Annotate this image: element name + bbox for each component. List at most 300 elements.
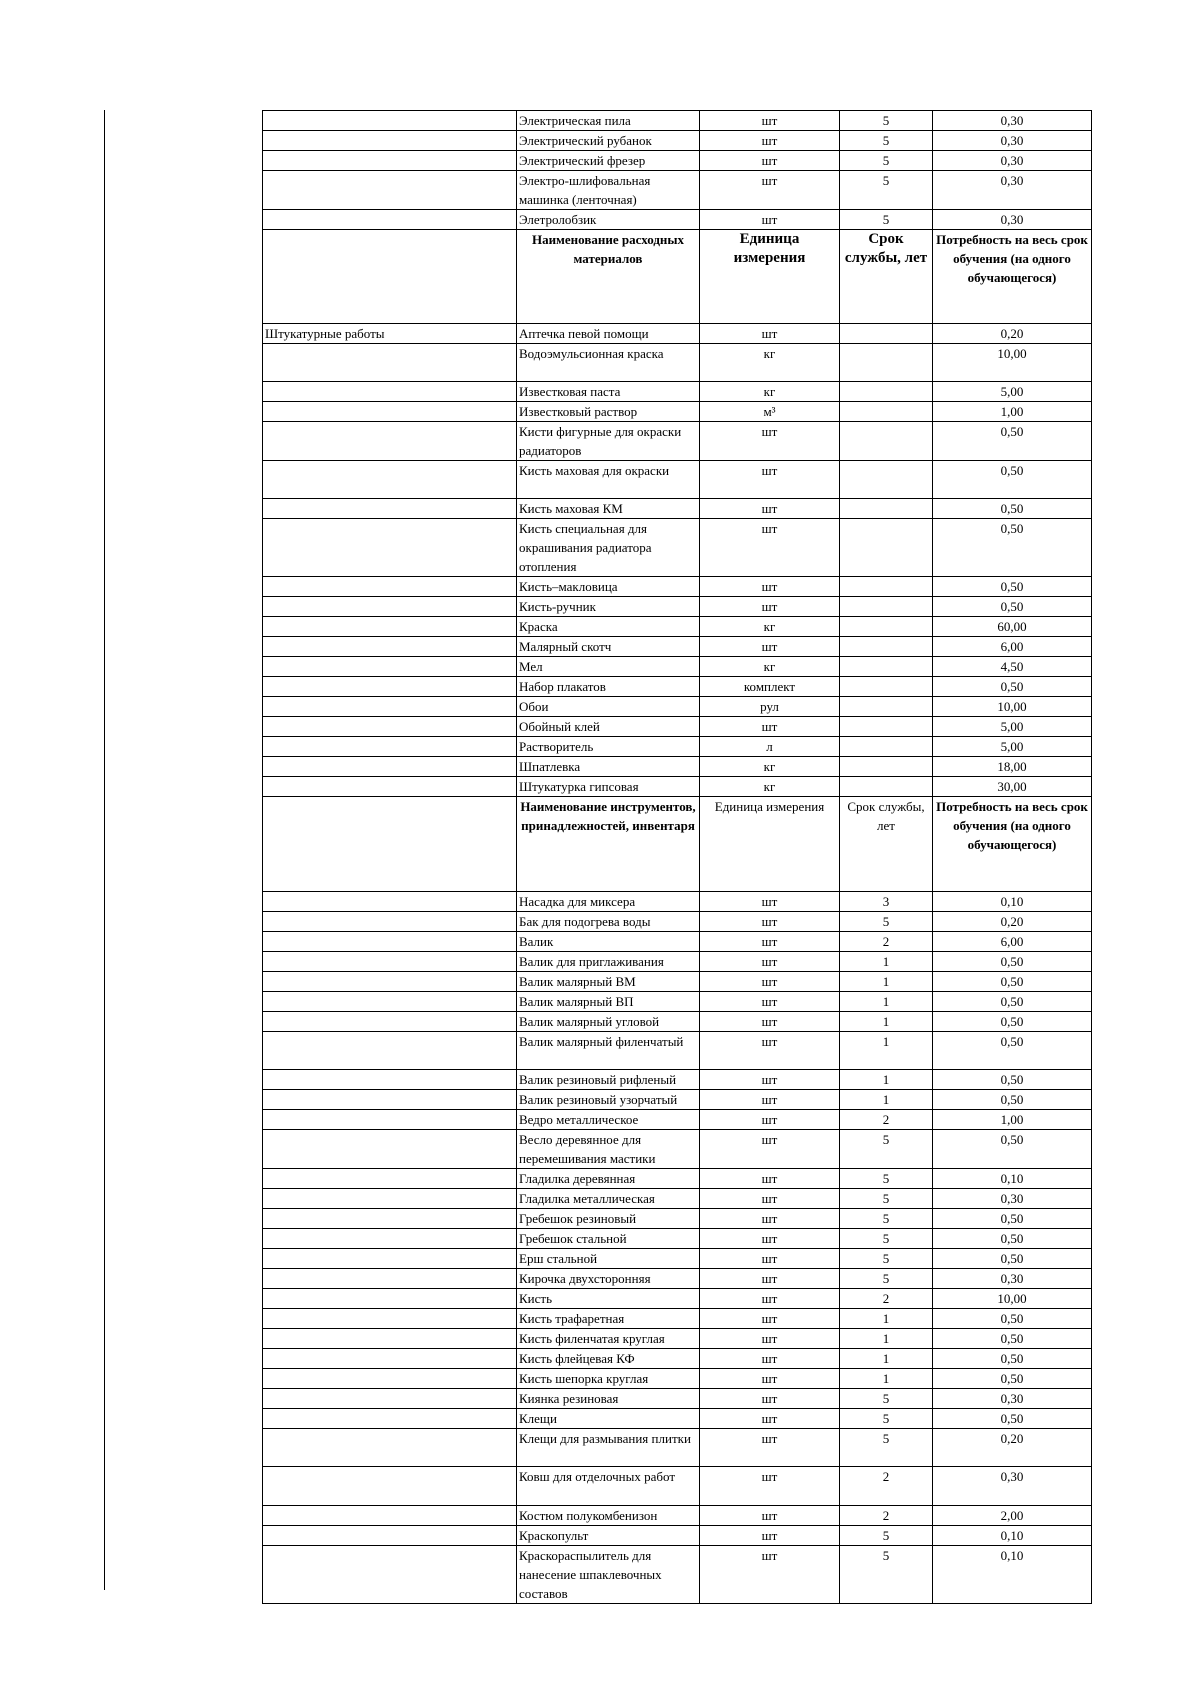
life-cell [840,617,933,637]
table-row [263,1070,1092,1090]
life-cell [840,499,933,519]
life-cell [840,597,933,617]
need-cell: 0,50 [933,461,1092,499]
life-cell [840,519,933,577]
life-cell: 1 [840,972,933,992]
need-cell: 0,10 [933,1526,1092,1546]
table-row [263,1349,1092,1369]
category-cell [263,657,517,677]
life-cell [840,637,933,657]
page-margin-line [104,110,105,1590]
unit-cell: кг [700,344,840,382]
category-cell [263,171,517,210]
life-cell: 5 [840,151,933,171]
unit-cell: шт [700,1032,840,1070]
table-row [263,422,1092,461]
table-row [263,577,1092,597]
life-cell: 1 [840,1012,933,1032]
table-row [263,461,1092,499]
need-cell: 5,00 [933,717,1092,737]
need-cell: 0,50 [933,1012,1092,1032]
need-cell: 0,30 [933,1389,1092,1409]
life-cell [840,657,933,677]
category-cell [263,1269,517,1289]
category-cell [263,210,517,230]
life-cell [840,422,933,461]
table-row [263,777,1092,797]
table-row [263,1309,1092,1329]
category-cell [263,151,517,171]
unit-cell: шт [700,1309,840,1329]
table-row [263,1249,1092,1269]
need-cell: 6,00 [933,637,1092,657]
item-name-cell: Малярный скотч [517,637,700,657]
item-name-cell: Гладилка металлическая [517,1189,700,1209]
header-row [263,797,1092,892]
unit-cell: шт [700,1349,840,1369]
item-name-cell: Шпатлевка [517,757,700,777]
unit-cell: кг [700,777,840,797]
life-cell: 2 [840,932,933,952]
unit-cell: кг [700,657,840,677]
category-cell [263,777,517,797]
life-cell: 1 [840,952,933,972]
table-row [263,1110,1092,1130]
unit-cell: шт [700,1329,840,1349]
need-cell: 0,50 [933,422,1092,461]
unit-cell: кг [700,617,840,637]
unit-cell: рул [700,697,840,717]
unit-cell: шт [700,972,840,992]
header-need-cell: Потребность на весь срок обучения (на одного обучающегося) [933,230,1092,324]
item-name-cell: Кисть специальная для окрашивания радиатора отопления [517,519,700,577]
life-cell: 1 [840,1070,933,1090]
need-cell: 10,00 [933,344,1092,382]
life-cell: 2 [840,1506,933,1526]
category-cell [263,892,517,912]
item-name-cell: Известковый раствор [517,402,700,422]
unit-cell: шт [700,1269,840,1289]
category-cell [263,992,517,1012]
item-name-cell: Электрическая пила [517,111,700,131]
need-cell: 0,50 [933,677,1092,697]
item-name-cell: Валик малярный ВП [517,992,700,1012]
table-row [263,1269,1092,1289]
need-cell: 4,50 [933,657,1092,677]
unit-cell: кг [700,382,840,402]
life-cell: 3 [840,892,933,912]
category-cell [263,1229,517,1249]
unit-cell: шт [700,1249,840,1269]
life-cell: 1 [840,1369,933,1389]
unit-cell: шт [700,717,840,737]
table-row [263,617,1092,637]
need-cell: 6,00 [933,932,1092,952]
table-row [263,912,1092,932]
item-name-cell: Костюм полукомбенизон [517,1506,700,1526]
table-row [263,1369,1092,1389]
category-cell [263,1012,517,1032]
life-cell [840,777,933,797]
category-cell [263,1289,517,1309]
table-row [263,717,1092,737]
item-name-cell: Валик малярный филенчатый [517,1032,700,1070]
need-cell: 0,50 [933,1309,1092,1329]
category-cell [263,1429,517,1467]
category-cell [263,1389,517,1409]
need-cell: 5,00 [933,382,1092,402]
need-cell: 60,00 [933,617,1092,637]
life-cell [840,757,933,777]
need-cell: 0,50 [933,952,1092,972]
need-cell: 10,00 [933,1289,1092,1309]
need-cell: 0,30 [933,151,1092,171]
category-cell [263,1249,517,1269]
table-row [263,597,1092,617]
unit-cell: шт [700,1169,840,1189]
unit-cell: шт [700,577,840,597]
category-cell [263,1090,517,1110]
category-cell [263,111,517,131]
table-row [263,1032,1092,1070]
life-cell: 5 [840,171,933,210]
life-cell [840,737,933,757]
item-name-cell: Кисть филенчатая круглая [517,1329,700,1349]
life-cell: 1 [840,992,933,1012]
item-name-cell: Весло деревянное для перемешивания мастики [517,1130,700,1169]
life-cell: 2 [840,1289,933,1309]
unit-cell: шт [700,1090,840,1110]
item-name-cell: Штукатурка гипсовая [517,777,700,797]
need-cell: 0,50 [933,972,1092,992]
item-name-cell: Кисть маховая для окраски [517,461,700,499]
unit-cell: шт [700,1506,840,1526]
life-cell: 1 [840,1309,933,1329]
life-cell: 1 [840,1090,933,1110]
item-name-cell: Валик резиновый узорчатый [517,1090,700,1110]
item-name-cell: Краскопульт [517,1526,700,1546]
unit-cell: шт [700,1526,840,1546]
item-name-cell: Ведро металлическое [517,1110,700,1130]
table-row [263,1289,1092,1309]
unit-cell: шт [700,932,840,952]
category-cell [263,637,517,657]
need-cell: 0,20 [933,324,1092,344]
category-cell [263,1169,517,1189]
item-name-cell: Обойный клей [517,717,700,737]
unit-cell: шт [700,461,840,499]
unit-cell: шт [700,952,840,972]
need-cell: 0,10 [933,892,1092,912]
table-row [263,111,1092,131]
unit-cell: шт [700,637,840,657]
need-cell: 0,30 [933,210,1092,230]
table-row [263,972,1092,992]
need-cell: 10,00 [933,697,1092,717]
need-cell: 0,30 [933,131,1092,151]
table-row [263,1467,1092,1506]
unit-cell: шт [700,1409,840,1429]
table-row [263,1189,1092,1209]
need-cell: 0,50 [933,1130,1092,1169]
life-cell [840,577,933,597]
need-cell: 0,50 [933,597,1092,617]
item-name-cell: Кисть флейцевая КФ [517,1349,700,1369]
table-row [263,151,1092,171]
item-name-cell: Набор плакатов [517,677,700,697]
item-name-cell: Валик малярный ВМ [517,972,700,992]
item-name-cell: Известковая паста [517,382,700,402]
unit-cell: шт [700,1110,840,1130]
need-cell: 0,30 [933,171,1092,210]
need-cell: 0,50 [933,1229,1092,1249]
item-name-cell: Гребешок резиновый [517,1209,700,1229]
life-cell: 1 [840,1032,933,1070]
unit-cell: шт [700,171,840,210]
category-cell [263,1546,517,1604]
need-cell: 0,50 [933,1249,1092,1269]
item-name-cell: Клещи [517,1409,700,1429]
need-cell: 30,00 [933,777,1092,797]
category-cell [263,344,517,382]
life-cell: 2 [840,1467,933,1506]
unit-cell: шт [700,1467,840,1506]
category-cell [263,697,517,717]
item-name-cell: Валик [517,932,700,952]
header-unit-cell: Единица измерения [700,230,840,324]
need-cell: 0,50 [933,577,1092,597]
unit-cell: шт [700,131,840,151]
life-cell [840,382,933,402]
table-row [263,344,1092,382]
life-cell [840,717,933,737]
item-name-cell: Обои [517,697,700,717]
need-cell: 0,50 [933,992,1092,1012]
item-name-cell: Валик малярный угловой [517,1012,700,1032]
table-row [263,1329,1092,1349]
life-cell: 5 [840,1189,933,1209]
unit-cell: шт [700,1189,840,1209]
need-cell: 0,50 [933,519,1092,577]
unit-cell: шт [700,597,840,617]
item-name-cell: Кирочка двухсторонняя [517,1269,700,1289]
need-cell: 0,30 [933,1467,1092,1506]
header-unit-cell: Единица измерения [700,797,840,892]
table-row [263,1546,1092,1604]
table-row [263,324,1092,344]
item-name-cell: Бак для подогрева воды [517,912,700,932]
category-cell [263,1070,517,1090]
unit-cell: шт [700,1012,840,1032]
unit-cell: шт [700,210,840,230]
category-cell [263,1526,517,1546]
unit-cell: комплект [700,677,840,697]
item-name-cell: Растворитель [517,737,700,757]
item-name-cell: Краскораспылитель для нанесение шпаклевочных составов [517,1546,700,1604]
category-cell [263,1506,517,1526]
table-row [263,637,1092,657]
category-cell [263,1467,517,1506]
category-cell [263,932,517,952]
need-cell: 0,50 [933,1209,1092,1229]
need-cell: 0,50 [933,1409,1092,1429]
life-cell: 5 [840,1249,933,1269]
life-cell: 5 [840,1429,933,1467]
item-name-cell: Кисти фигурные для окраски радиаторов [517,422,700,461]
life-cell [840,324,933,344]
unit-cell: шт [700,892,840,912]
item-name-cell: Мел [517,657,700,677]
need-cell: 18,00 [933,757,1092,777]
need-cell: 5,00 [933,737,1092,757]
table-row [263,1506,1092,1526]
category-cell [263,797,517,892]
unit-cell: шт [700,111,840,131]
category-cell [263,131,517,151]
category-cell [263,499,517,519]
need-cell: 0,50 [933,1070,1092,1090]
item-name-cell: Электро-шлифовальная машинка (ленточная) [517,171,700,210]
table-row [263,402,1092,422]
category-cell [263,737,517,757]
need-cell: 0,50 [933,1349,1092,1369]
table-row [263,499,1092,519]
item-name-cell: Киянка резиновая [517,1389,700,1409]
unit-cell: шт [700,499,840,519]
unit-cell: шт [700,1429,840,1467]
header-name-cell: Наименование расходных материалов [517,230,700,324]
item-name-cell: Водоэмульсионная краска [517,344,700,382]
table-row [263,697,1092,717]
life-cell [840,677,933,697]
life-cell: 5 [840,912,933,932]
header-life-cell: Срок службы, лет [840,797,933,892]
life-cell: 5 [840,1209,933,1229]
life-cell: 1 [840,1329,933,1349]
category-cell [263,717,517,737]
need-cell: 0,10 [933,1169,1092,1189]
table-row [263,932,1092,952]
need-cell: 0,20 [933,912,1092,932]
category-cell [263,1309,517,1329]
life-cell [840,461,933,499]
unit-cell: кг [700,757,840,777]
table-row [263,1012,1092,1032]
item-name-cell: Насадка для миксера [517,892,700,912]
life-cell: 5 [840,1409,933,1429]
category-cell [263,1189,517,1209]
item-name-cell: Краска [517,617,700,637]
item-name-cell: Электрический фрезер [517,151,700,171]
unit-cell: шт [700,1289,840,1309]
category-cell [263,1209,517,1229]
life-cell: 5 [840,210,933,230]
item-name-cell: Ковш для отделочных работ [517,1467,700,1506]
table-row [263,1130,1092,1169]
unit-cell: шт [700,519,840,577]
item-name-cell: Кисть шепорка круглая [517,1369,700,1389]
unit-cell: шт [700,912,840,932]
category-cell: Штукатурные работы [263,324,517,344]
category-cell [263,677,517,697]
life-cell: 2 [840,1110,933,1130]
unit-cell: шт [700,1130,840,1169]
unit-cell: шт [700,1229,840,1249]
item-name-cell: Ерш стальной [517,1249,700,1269]
life-cell [840,402,933,422]
unit-cell: шт [700,992,840,1012]
need-cell: 1,00 [933,402,1092,422]
unit-cell: шт [700,1070,840,1090]
category-cell [263,1409,517,1429]
need-cell: 0,50 [933,499,1092,519]
need-cell: 0,30 [933,1189,1092,1209]
life-cell: 5 [840,1546,933,1604]
unit-cell: шт [700,1369,840,1389]
item-name-cell: Валик для приглаживания [517,952,700,972]
category-cell [263,1329,517,1349]
equipment-table-body [263,111,1092,1604]
need-cell: 0,50 [933,1090,1092,1110]
need-cell: 0,50 [933,1329,1092,1349]
table-row [263,1409,1092,1429]
table-row [263,992,1092,1012]
table-row [263,1209,1092,1229]
life-cell: 5 [840,1169,933,1189]
table-row [263,210,1092,230]
item-name-cell: Кисть трафаретная [517,1309,700,1329]
table-row [263,1429,1092,1467]
life-cell: 5 [840,131,933,151]
header-name-cell: Наименование инструментов, принадлежностей, инвентаря [517,797,700,892]
item-name-cell: Клещи для размывания плитки [517,1429,700,1467]
need-cell: 2,00 [933,1506,1092,1526]
category-cell [263,1349,517,1369]
category-cell [263,519,517,577]
unit-cell: шт [700,324,840,344]
category-cell [263,402,517,422]
need-cell: 0,30 [933,1269,1092,1289]
unit-cell: шт [700,1209,840,1229]
need-cell: 0,10 [933,1546,1092,1604]
header-need-cell: Потребность на весь срок обучения (на одного обучающегося) [933,797,1092,892]
table-row [263,519,1092,577]
category-cell [263,422,517,461]
life-cell: 5 [840,1130,933,1169]
item-name-cell: Электрический рубанок [517,131,700,151]
header-life-cell: Срок службы, лет [840,230,933,324]
item-name-cell: Гладилка деревянная [517,1169,700,1189]
category-cell [263,952,517,972]
category-cell [263,597,517,617]
category-cell [263,972,517,992]
unit-cell: шт [700,422,840,461]
life-cell: 5 [840,1269,933,1289]
need-cell: 0,20 [933,1429,1092,1467]
table-row [263,382,1092,402]
category-cell [263,382,517,402]
life-cell: 5 [840,1389,933,1409]
life-cell: 5 [840,111,933,131]
table-row [263,892,1092,912]
category-cell [263,1032,517,1070]
category-cell [263,912,517,932]
table-row [263,757,1092,777]
need-cell: 0,30 [933,111,1092,131]
item-name-cell: Гребешок стальной [517,1229,700,1249]
table-row [263,171,1092,210]
item-name-cell: Валик резиновый рифленый [517,1070,700,1090]
